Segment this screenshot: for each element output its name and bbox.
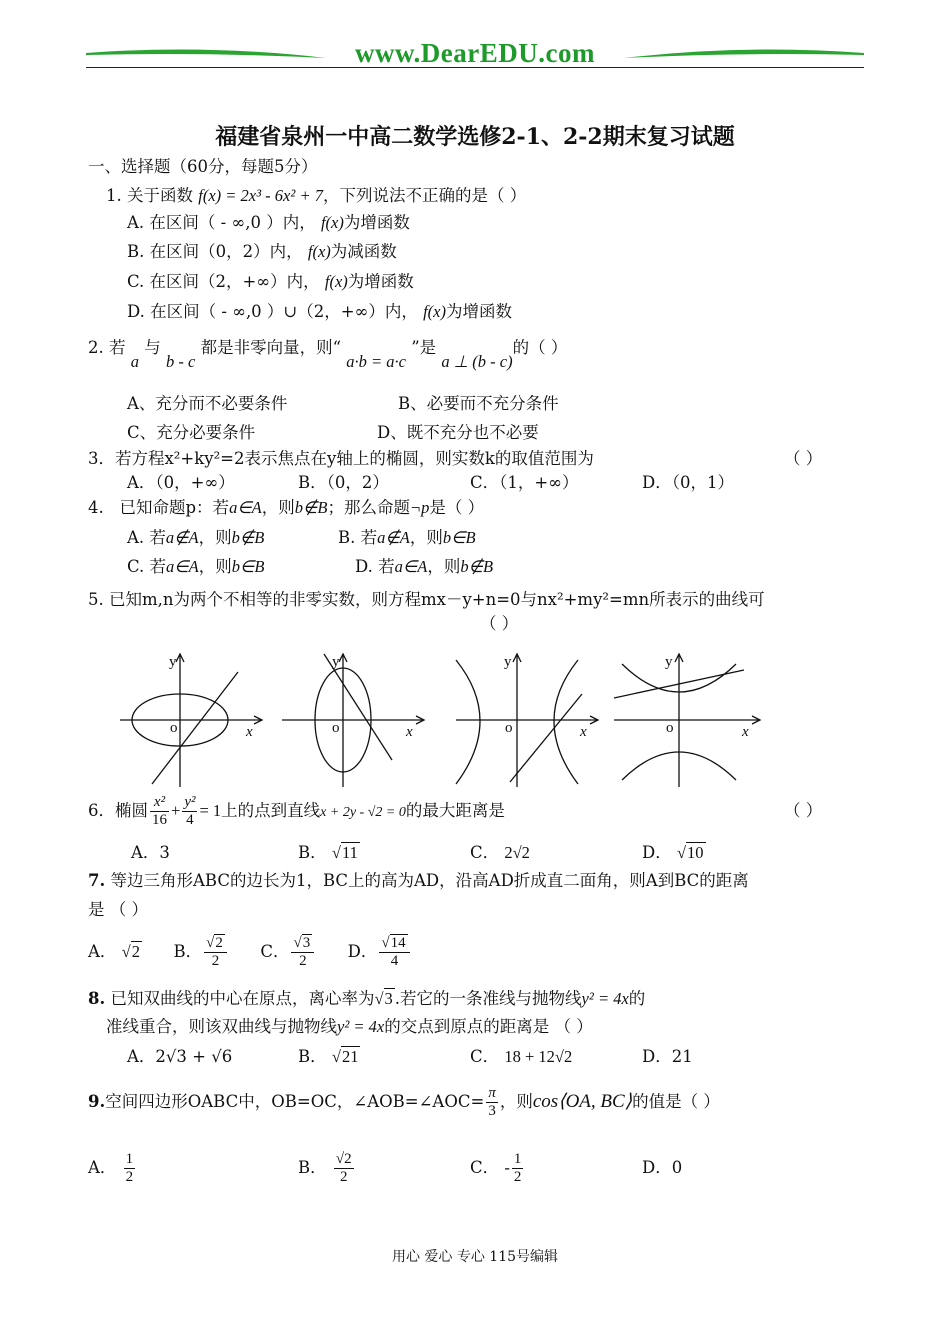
q1-a-fx: f(x) <box>320 213 344 232</box>
q6-b-lead: B． <box>298 843 327 862</box>
question-3: 3．若方程x²+ky²=2表示焦点在y轴上的椭圆，则实数k的取值范围为 <box>88 449 594 468</box>
graph-b-y-label: y <box>332 654 340 670</box>
q9-frac-den: 3 <box>488 1103 496 1119</box>
q7-d-lead: D． <box>347 942 378 961</box>
q7-num: 7. <box>88 871 106 890</box>
q9-frac-num: π <box>488 1085 496 1101</box>
q4-neg: ¬p <box>409 498 430 517</box>
q7-b-den: 2 <box>211 953 220 969</box>
q1-option-c <box>127 271 414 293</box>
question-8 <box>88 988 645 1010</box>
q4-p1: a∈A <box>229 498 262 517</box>
q9-option-c <box>470 1148 525 1188</box>
q4-text: 已知命题p：若 <box>119 498 230 517</box>
q9-tail: 的值是（ ） <box>632 1092 720 1111</box>
q6-b-sqrt: √11 <box>331 843 358 862</box>
q4-d-mid: ，则 <box>427 557 461 576</box>
q6-option-d <box>642 842 706 864</box>
q7-d-frac <box>379 935 409 970</box>
q6-option-c <box>470 842 530 864</box>
q9-cos: cos⟨OA, BC⟩ <box>532 1091 633 1112</box>
q7-c-num: √3 <box>291 935 314 953</box>
q4-b2: b∈B <box>442 528 476 547</box>
graph-b-origin: o <box>332 720 340 736</box>
q4-mid: ，则 <box>261 498 295 517</box>
q8-e: 3 <box>384 989 393 1008</box>
q5-graphs <box>112 652 772 792</box>
q9-c-lead: C． <box>470 1158 500 1177</box>
q2-is: ”是 <box>411 338 437 357</box>
question-4 <box>88 497 484 519</box>
q8-option-c <box>470 1046 572 1068</box>
q2-option-a: A、充分而不必要条件 <box>127 394 288 413</box>
q2-concl: a ⊥ (b - c) <box>441 352 513 371</box>
q2-option-c: C、充分必要条件 <box>127 423 256 442</box>
q4-d-lead: D. 若 <box>355 557 395 576</box>
q9-option-b <box>298 1148 356 1188</box>
page-title: 福建省泉州一中高二数学选修2-1、2-2期末复习试题 <box>215 124 735 150</box>
q9-option-a <box>88 1148 137 1188</box>
q1-a-text: A. 在区间（ - ∞,0 ）内， <box>127 213 316 232</box>
q9-num: 9. <box>88 1092 106 1111</box>
q2-option-b: B、必要而不充分条件 <box>398 394 559 413</box>
q9-c-num: 1 <box>513 1151 522 1167</box>
q8-num: 8. <box>88 989 106 1008</box>
q7-b-num: √2 <box>204 935 227 953</box>
q8-line2 <box>106 1016 593 1038</box>
q7-c-num-val: 3 <box>302 935 311 951</box>
q8-c-val: 18 + 12√2 <box>504 1047 573 1066</box>
q6-d-sqrt: √10 <box>676 843 704 862</box>
q9-b-den: 2 <box>340 1169 348 1185</box>
q6-tail: 的最大距离是 <box>405 801 505 820</box>
graph-c-origin: o <box>505 720 513 736</box>
q7-b-num-val: 2 <box>215 935 223 951</box>
q7-d-den: 4 <box>390 953 399 969</box>
q1-b-tail: 为减函数 <box>330 242 397 261</box>
q7-b-lead: B． <box>173 942 203 961</box>
q8-text3: 的 <box>628 989 646 1008</box>
question-2 <box>88 337 568 371</box>
q6-c-val: 2√2 <box>504 843 530 862</box>
q1-b-text: B. 在区间（0，2）内， <box>127 242 303 261</box>
q7-text: 等边三角形ABC的边长为1，BC上的高为AD，沿高AD折成直二面角，则A到BC的距离 <box>110 871 749 890</box>
q1-a-tail: 为增函数 <box>343 213 410 232</box>
q4-tail1: ；那么命题 <box>327 498 410 517</box>
graph-b <box>282 654 424 787</box>
q7-d-num-val: 14 <box>390 935 406 951</box>
q7-c-den: 2 <box>299 953 307 969</box>
q8-parab: y² = 4x <box>581 989 629 1008</box>
q6-frac-x <box>150 794 169 829</box>
graph-d <box>614 654 760 787</box>
q4-a-mid: ，则 <box>198 528 232 547</box>
q4-option-a <box>127 527 264 549</box>
q4-a-lead: A. 若 <box>127 528 166 547</box>
q2-option-d: D、既不充分也不必要 <box>377 423 539 442</box>
q8-line2b: 的交点到原点的距离是 （ ） <box>384 1017 593 1036</box>
q9-c-sign: - <box>504 1158 510 1177</box>
q9-a-lead: A． <box>88 1158 117 1177</box>
q1-d-text: D. 在区间（ - ∞,0 ）∪（2，+∞）内， <box>127 302 418 321</box>
q7-d-num: √14 <box>379 935 409 953</box>
graph-d-x-label: x <box>742 724 749 740</box>
q3-option-d: D．（0，1） <box>642 473 734 492</box>
q9-c-den: 2 <box>513 1169 522 1185</box>
q4-d1: a∈A <box>394 557 428 576</box>
q2-bc: b - c <box>166 352 196 371</box>
q8-c-lead: C． <box>470 1047 500 1066</box>
question-7 <box>88 870 749 892</box>
q6-b-val: 11 <box>341 843 358 862</box>
q6-line: x + 2y - √2 = 0 <box>320 805 406 820</box>
q4-c2: b∈B <box>231 557 265 576</box>
q7-c-frac <box>291 935 314 970</box>
q7-c-lead: C． <box>260 942 290 961</box>
graph-c <box>456 654 598 787</box>
q6-option-a: A．3 <box>131 843 170 862</box>
graph-d-origin: o <box>666 720 674 736</box>
q3-option-c: C．（1，+∞） <box>470 473 579 492</box>
q4-tail2: 是（ ） <box>429 498 485 517</box>
q9-a-num: 1 <box>125 1151 134 1167</box>
q8-option-d: D．21 <box>642 1047 693 1066</box>
header-rule <box>86 67 864 68</box>
q2-mid: 都是非零向量，则“ <box>200 338 342 357</box>
q6-paren: （ ） <box>784 801 823 820</box>
q1-text: 1. 关于函数 <box>106 186 193 205</box>
q8-b-lead: B． <box>298 1047 327 1066</box>
q4-b1: a∉A <box>377 528 410 547</box>
q6-f1d: 16 <box>152 812 167 828</box>
q8-option-a: A．2√3 + √6 <box>127 1047 233 1066</box>
q4-option-c <box>127 556 264 578</box>
site-logo: www.DearEDU.com <box>355 38 595 68</box>
q4-b-mid: ，则 <box>409 528 443 547</box>
q8-b-val: 21 <box>341 1047 359 1066</box>
q9-mid: ，则 <box>499 1092 533 1111</box>
q6-mid: 上的点到直线 <box>221 801 321 820</box>
question-1 <box>106 185 526 207</box>
q1-d-fx: f(x) <box>423 302 446 321</box>
q2-cond: a·b = a·c <box>346 352 406 371</box>
q2-tail: 的（ ） <box>512 338 568 357</box>
graph-a-x-label: x <box>246 724 253 740</box>
q2-lead: 2. 若 <box>88 338 126 357</box>
q7-a-lead: A． <box>88 942 117 961</box>
q6-option-b <box>298 842 360 864</box>
graph-a-y-label: y <box>169 654 177 670</box>
question-5: 5. 已知m,n为两个不相等的非零实数，则方程mx－y+n=0与nx²+my²=mn所表示的曲线可 <box>88 590 765 609</box>
q4-option-b <box>338 527 476 549</box>
q6-c-lead: C． <box>470 843 500 862</box>
question-6 <box>88 793 505 831</box>
q9-a-frac <box>124 1151 136 1186</box>
q9-option-d: D．0 <box>642 1158 683 1177</box>
q9-frac <box>486 1085 498 1120</box>
q1-option-d <box>127 301 512 323</box>
q1-c-text: C. 在区间（2，+∞）内， <box>127 272 320 291</box>
q8-option-b <box>298 1046 360 1068</box>
q4-num: 4. <box>88 498 104 517</box>
graph-c-x-label: x <box>580 724 587 740</box>
section-heading: 一、选择题（60分，每题5分） <box>88 157 318 176</box>
q8-text: 已知双曲线的中心在原点，离心率为 <box>110 989 375 1008</box>
q6-eq: = 1 <box>199 801 222 820</box>
q6-d-lead: D． <box>642 843 672 862</box>
q9-b-lead: B． <box>298 1158 327 1177</box>
q6-d-val: 10 <box>687 843 704 862</box>
q4-b-lead: B. 若 <box>338 528 378 547</box>
q1-c-fx: f(x) <box>324 272 348 291</box>
graph-a <box>120 654 262 787</box>
q1-d-tail: 为增函数 <box>445 302 512 321</box>
q6-frac-y <box>182 794 197 829</box>
graph-a-origin: o <box>170 720 178 736</box>
q5-paren: （ ） <box>480 614 519 633</box>
q2-a-var: a <box>130 352 139 371</box>
graph-c-y-label: y <box>504 654 512 670</box>
q1-option-a <box>127 212 410 234</box>
q9-b-num: √2 <box>335 1151 352 1167</box>
q6-f1n: x² <box>150 794 169 812</box>
q4-d2: b∉B <box>460 557 494 576</box>
q7-a-val: 2 <box>131 942 140 961</box>
q9-c-frac <box>512 1151 524 1186</box>
graph-b-x-label: x <box>406 724 413 740</box>
q4-option-d <box>355 556 493 578</box>
q9-a-den: 2 <box>125 1169 134 1185</box>
q1-c-tail: 为增函数 <box>347 272 414 291</box>
q3-option-a: A．（0，+∞） <box>127 473 235 492</box>
q8-parab-2: y² = 4x <box>337 1017 385 1036</box>
q6-f2d: 4 <box>186 812 194 828</box>
q9-text: 空间四边形OABC中，OB=OC，∠AOB=∠AOC= <box>105 1092 485 1111</box>
q4-a1: a∉A <box>165 528 199 547</box>
question-9 <box>88 1084 720 1120</box>
q4-a2: b∉B <box>231 528 265 547</box>
q4-c-lead: C. 若 <box>127 557 167 576</box>
q8-e-sqrt: √3 <box>374 989 393 1008</box>
q9-b-frac <box>334 1151 354 1186</box>
site-banner <box>86 38 864 70</box>
q3-paren: （ ） <box>784 449 823 468</box>
q4-p2: b∉B <box>294 498 328 517</box>
q8-text2: .若它的一条准线与抛物线 <box>394 989 582 1008</box>
q1-option-b <box>127 241 397 263</box>
q7-options <box>88 932 412 972</box>
q8-b-sqrt: √21 <box>331 1047 359 1066</box>
q4-c1: a∈A <box>166 557 199 576</box>
q7-b-frac <box>204 935 227 970</box>
graph-d-y-label: y <box>665 654 673 670</box>
q3-option-b: B．（0，2） <box>298 473 389 492</box>
q6-f2n: y² <box>184 794 196 810</box>
q1-b-fx: f(x) <box>307 242 331 261</box>
q7-a-sqrt: √2 <box>121 942 140 961</box>
q1-tail: ，下列说法不正确的是（ ） <box>322 186 527 205</box>
q1-func: f(x) = 2x³ - 6x² + 7 <box>198 186 323 205</box>
q6-plus: + <box>171 801 181 820</box>
q2-with: 与 <box>144 338 161 357</box>
q8-line2-text: 准线重合，则该双曲线与抛物线 <box>106 1017 337 1036</box>
q7-line2: 是 （ ） <box>88 900 148 919</box>
q4-c-mid: ，则 <box>198 557 232 576</box>
q6-lead: 6．椭圆 <box>88 801 148 820</box>
page-footer: 用心 爱心 专心 115号编辑 <box>391 1249 559 1265</box>
